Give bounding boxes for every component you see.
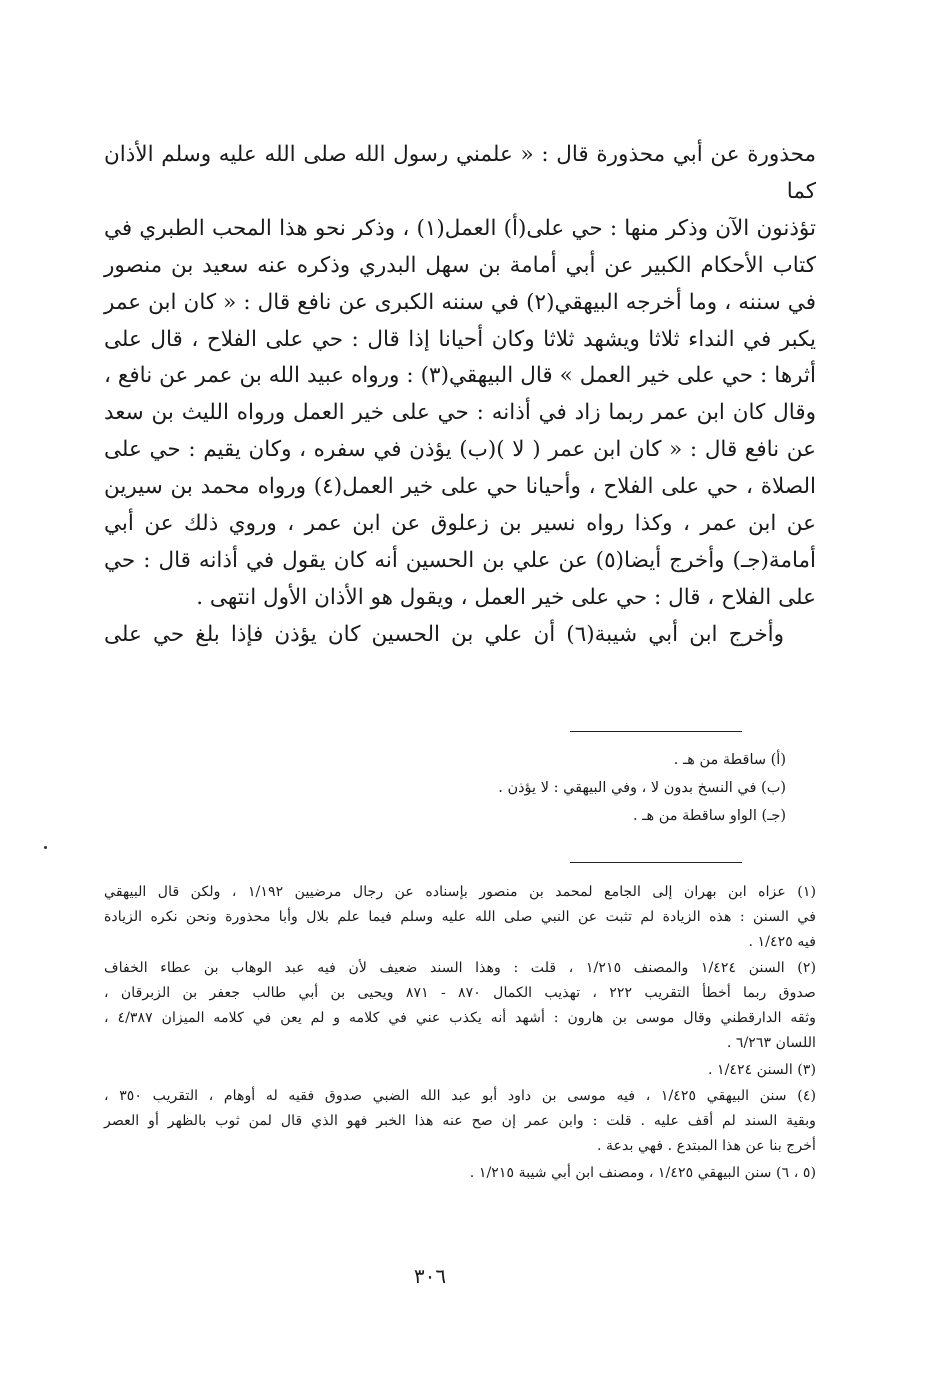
- variant-note-b: (ب) في النسخ بدون لا ، وفي البيهقي : لا يؤذن .: [498, 780, 786, 796]
- footnote-line: وبقية السند لم أقف عليه . قلت : وابن عمر إن صح عنه هذا الخبر فهو الذي قال لمن ثوب بالظهر أو العصر: [104, 1113, 816, 1130]
- footnote-line: أخرج بنا عن هذا المبتدع . فهي بدعة .: [596, 1137, 816, 1154]
- footnote-line: فيه ١/٤٢٥ .: [748, 933, 816, 950]
- footnote-line: في السنن : هذه الزيادة لم تثبت عن النبي صلى الله عليه وسلم فيما علم بلال وأبا محذورة ونحن نكره الزيادة: [104, 908, 816, 925]
- main-line-8: عن نافع قال : « كان ابن عمر ( لا )(ب) يؤذن في سفره ، وكان يقيم : حي على: [104, 437, 816, 463]
- main-line-6: أثرها : حي على خير العمل » قال البيهقي(٣) : ورواه عبيد الله بن عمر عن نافع ،: [104, 363, 816, 389]
- footnote-3: [104, 1058, 816, 1083]
- main-line-13: وأخرج ابن أبي شيبة(٦) أن علي بن الحسين كان يؤذن فإذا بلغ حي على: [104, 621, 784, 647]
- main-line-9: الصلاة ، حي على الفلاح ، وأحيانا حي على خير العمل(٤) ورواه محمد بن سيرين: [104, 474, 816, 500]
- main-line-2: تؤذنون الآن وذكر منها : حي على(أ) العمل(١) ، وذكر نحو هذا المحب الطبري في: [104, 215, 816, 241]
- footnote-line: (٣) السنن ١/٤٢٤ .: [707, 1061, 816, 1078]
- variant-note-c: (جـ) الواو ساقطة من هـ .: [632, 808, 786, 824]
- footnotes: [104, 880, 816, 1188]
- main-line-5: يكبر في النداء ثلاثا ويشهد ثلاثا وكان أحيانا إذا قال : حي على الفلاح ، قال على: [104, 326, 816, 352]
- footnote-1: [104, 880, 816, 954]
- main-line-4: في سننه ، وما أخرجه البيهقي(٢) في سننه الكبرى عن نافع قال : « كان ابن عمر: [104, 289, 816, 315]
- variant-notes-divider: [570, 731, 742, 732]
- main-line-10: عن ابن عمر ، وكذا رواه نسير بن زعلوق عن ابن عمر ، وروي ذلك عن أبي: [104, 511, 816, 537]
- variant-notes: [300, 746, 786, 830]
- main-line-11: أمامة(جـ) وأخرج أيضا(٥) عن علي بن الحسين أنه كان يقول في أذانه قال : حي: [104, 547, 817, 573]
- footnote-line: وثقه الدارقطني وقال موسى بن هارون : أشهد أنه يكذب عني في كلامه و لم يعن في كلامه الميزان ٤/٣٨٧ ،: [104, 1009, 817, 1026]
- footnote-line: (٤) سنن البيهقي ١/٤٢٥ ، فيه موسى بن داود أبو عبد الله الضبي صدوق فقيه له أوهام ، التقريب ٣٥٠ ،: [104, 1088, 816, 1105]
- page-number: ٣٠٦: [413, 1264, 447, 1288]
- variant-note-a: (أ) ساقطة من هـ .: [673, 752, 786, 768]
- footnote-2: [104, 956, 816, 1055]
- footnotes-divider: [570, 862, 742, 863]
- main-text: [104, 137, 816, 654]
- main-line-7: وقال كان ابن عمر ربما زاد في أذانه : حي على خير العمل ورواه الليث بن سعد: [104, 400, 816, 426]
- main-line-3: كتاب الأحكام الكبير عن أبي أمامة بن سهل البدري وذكره عنه سعيد بن منصور: [104, 252, 816, 278]
- main-line-12: على الفلاح ، قال : حي على خير العمل ، ويقول هو الأذان الأول انتهى .: [196, 584, 816, 610]
- main-line-1: محذورة عن أبي محذورة قال : « علمني رسول الله صلى الله عليه وسلم الأذان كما: [104, 142, 816, 204]
- footnote-5-6: [104, 1161, 816, 1186]
- footnote-line: (٢) السنن ١/٤٢٤ والمصنف ١/٢١٥ ، قلت : وهذا السند ضعيف لأن فيه عبد الوهاب بن عطاء الخفاف: [104, 960, 817, 977]
- footnote-4: [104, 1084, 816, 1158]
- footnote-line: (٥ ، ٦) سنن البيهقي ١/٤٢٥ ، ومصنف ابن أبي شيبة ١/٢١٥ .: [469, 1164, 816, 1181]
- footnote-line: صدوق ربما أخطأ التقريب ٢٢٢ ، تهذيب الكمال ٨٧٠ - ٨٧١ ويحيى بن أبي طالب جعفر بن الزبرقان ،: [104, 985, 816, 1002]
- scan-speck: [44, 846, 47, 849]
- footnote-line: (١) عزاه ابن بهران إلى الجامع لمحمد بن منصور بإسناده عن رجال مرضيين ١/١٩٢ ، ولكن قال البيهقي: [104, 884, 816, 900]
- footnote-line: اللسان ٦/٢٦٣ .: [726, 1034, 816, 1051]
